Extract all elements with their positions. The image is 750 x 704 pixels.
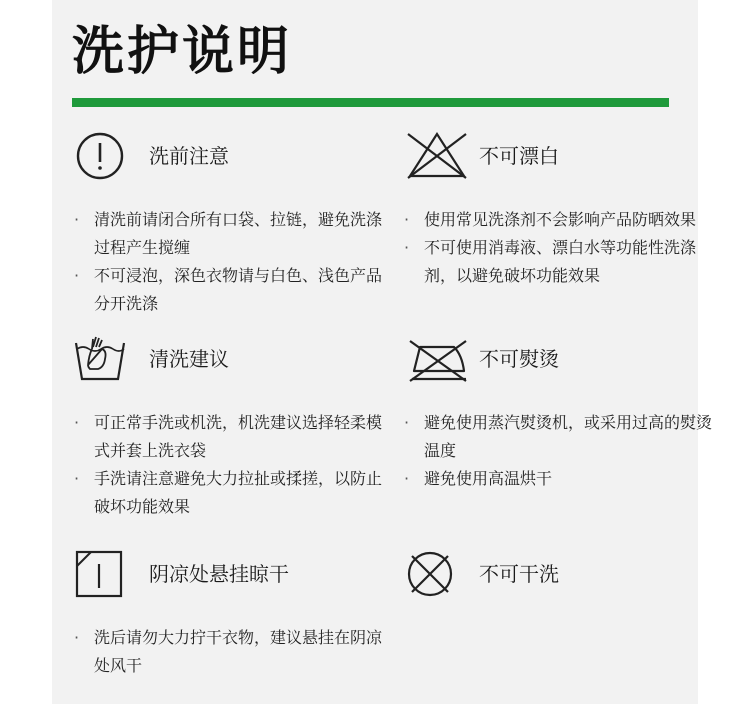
section-line-dry-in-shade (74, 548, 383, 675)
section-do-not-iron (404, 333, 713, 488)
section-heading: 不可干洗 (479, 562, 559, 586)
bullet-list (74, 409, 394, 521)
list-item: · 避免使用蒸汽熨烫机，或采用过高的熨烫温度 (404, 409, 724, 465)
bullet-list (74, 624, 394, 680)
page-title: 洗护说明 (72, 22, 293, 82)
list-item: · 可正常手洗或机洗，机洗建议选择轻柔模式并套上洗衣袋 (74, 409, 394, 465)
bullet-list (404, 409, 724, 493)
list-item: · 不可浸泡，深色衣物请与白色、浅色产品分开洗涤 (74, 262, 394, 318)
list-item: · 不可使用消毒液、漂白水等功能性洗涤剂，以避免破坏功能效果 (404, 234, 724, 290)
list-item: · 避免使用高温烘干 (404, 465, 724, 493)
bullet-list (404, 206, 724, 290)
section-heading: 清洗建议 (149, 347, 229, 371)
section-do-not-dry-clean (404, 548, 704, 604)
title-underline (72, 98, 669, 107)
section-wash-advice (74, 333, 383, 516)
do-not-dry-clean-icon (404, 548, 456, 600)
section-heading: 洗前注意 (149, 144, 229, 168)
section-do-not-bleach (404, 130, 704, 285)
list-item: · 使用常见洗涤剂不会影响产品防晒效果 (404, 206, 724, 234)
section-heading: 阴凉处悬挂晾干 (149, 562, 289, 586)
line-dry-in-shade-icon (74, 548, 126, 600)
warning-circle-icon (74, 130, 126, 182)
section-heading: 不可漂白 (479, 144, 559, 168)
bullet-list (74, 206, 394, 318)
list-item: · 清洗前请闭合所有口袋、拉链，避免洗涤过程产生搅缠 (74, 206, 394, 262)
do-not-bleach-icon (404, 130, 470, 182)
section-heading: 不可熨烫 (479, 347, 559, 371)
hand-wash-icon (74, 333, 126, 385)
list-item: · 手洗请注意避免大力拉扯或揉搓，以防止破坏功能效果 (74, 465, 394, 521)
list-item: · 洗后请勿大力拧干衣物，建议悬挂在阴凉处风干 (74, 624, 394, 680)
do-not-iron-icon (404, 333, 470, 385)
section-pre-wash-notice (74, 130, 383, 313)
